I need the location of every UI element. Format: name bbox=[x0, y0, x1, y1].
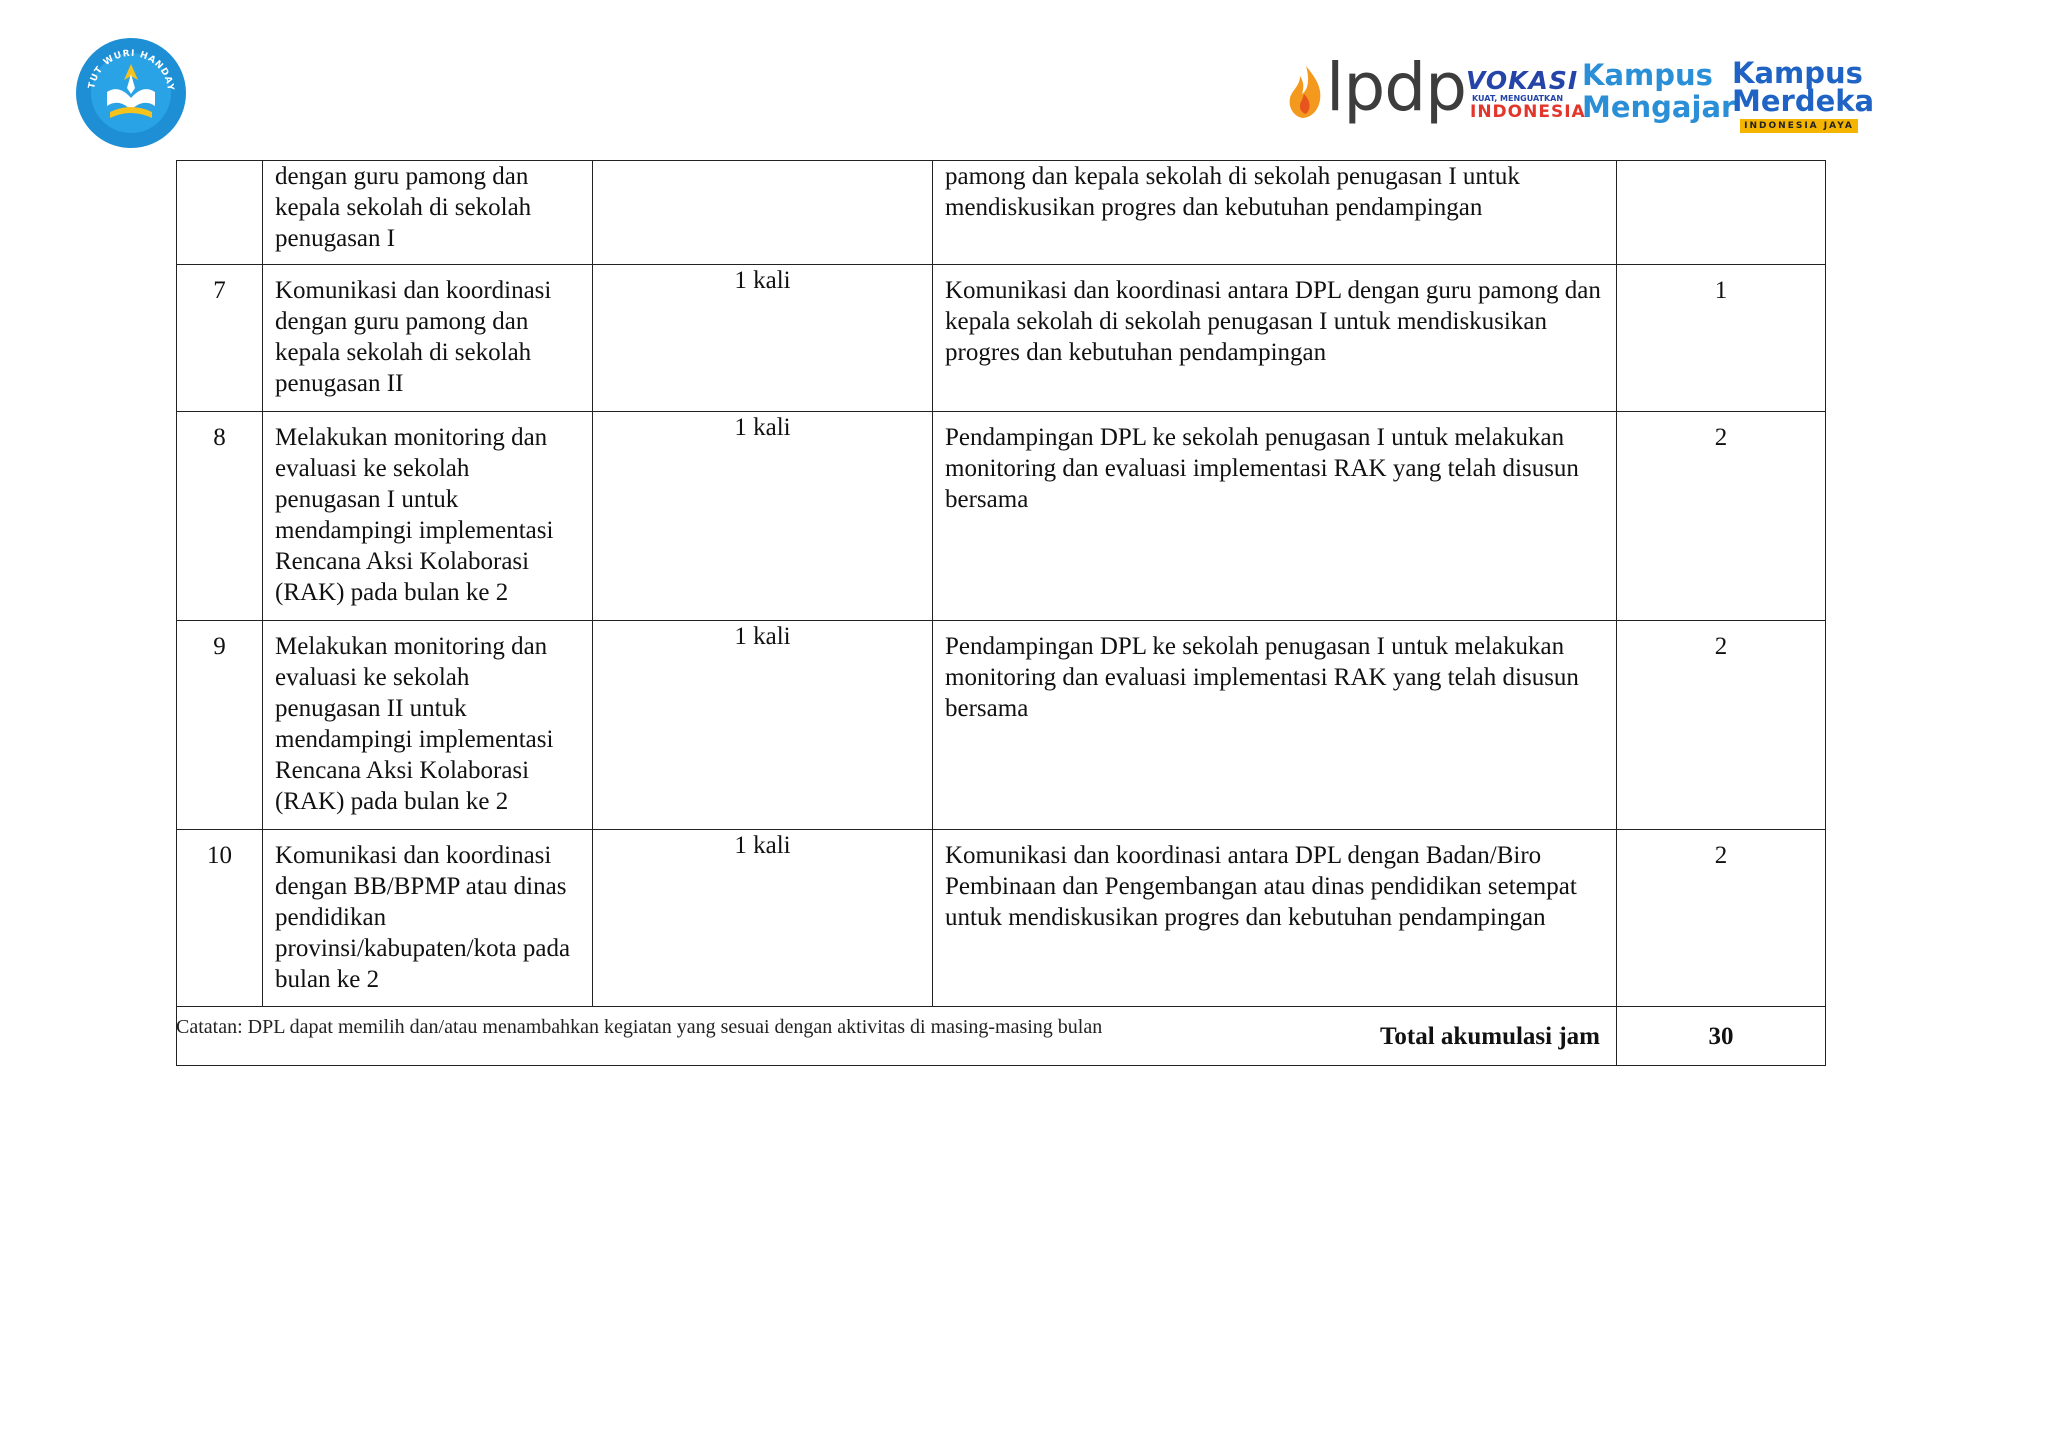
kampus-mengajar-line2: Mengajar bbox=[1582, 90, 1736, 124]
kampus-mengajar-line1: Kampus bbox=[1582, 58, 1713, 92]
logo-ring-text: TUT WURI HANDAY bbox=[87, 48, 175, 92]
row-number bbox=[177, 161, 263, 265]
tut-wuri-handayani-emblem-icon bbox=[74, 36, 188, 150]
hours-cell: 2 bbox=[1617, 412, 1826, 621]
hours-cell: 1 bbox=[1617, 265, 1826, 412]
kampus-merdeka-logo bbox=[1728, 56, 1875, 131]
kampus-merdeka-line1: Kampus bbox=[1732, 56, 1863, 90]
table-row bbox=[177, 412, 1826, 621]
kampus-mengajar-logo bbox=[1578, 56, 1736, 128]
kampus-merdeka-tagline: INDONESIA JAYA bbox=[1740, 119, 1858, 133]
activity-cell: Melakukan monitoring dan evaluasi ke sekolah penugasan I untuk mendampingi implementasi Rencana Aksi Kolaborasi (RAK) pada bulan ke 2 bbox=[263, 412, 593, 621]
lpdp-logo bbox=[1286, 49, 1467, 128]
flame-icon bbox=[1286, 64, 1326, 120]
description-cell: Pendampingan DPL ke sekolah penugasan I untuk melakukan monitoring dan evaluasi implementasi RAK yang telah disusun bersama bbox=[933, 412, 1617, 621]
table-row bbox=[177, 265, 1826, 412]
frequency-cell: 1 kali bbox=[593, 830, 933, 1007]
activity-cell: dengan guru pamong dan kepala sekolah di sekolah penugasan I bbox=[263, 161, 593, 265]
description-cell: Komunikasi dan koordinasi antara DPL dengan guru pamong dan kepala sekolah di sekolah penugasan I untuk mendiskusikan progres dan kebutuhan pendampingan bbox=[933, 265, 1617, 412]
activity-cell: Komunikasi dan koordinasi dengan guru pamong dan kepala sekolah di sekolah penugasan II bbox=[263, 265, 593, 412]
row-number: 7 bbox=[177, 265, 263, 412]
table-row bbox=[177, 621, 1826, 830]
vokasi-tagline: KUAT, MENGUATKAN bbox=[1472, 94, 1564, 103]
hours-cell: 2 bbox=[1617, 830, 1826, 1007]
frequency-cell: 1 kali bbox=[593, 265, 933, 412]
table-row bbox=[177, 161, 1826, 265]
frequency-cell: 1 kali bbox=[593, 621, 933, 830]
lpdp-wordmark: lpdp bbox=[1326, 49, 1467, 126]
row-number: 8 bbox=[177, 412, 263, 621]
tut-wuri-handayani-logo bbox=[74, 36, 188, 150]
total-value: 30 bbox=[1617, 1007, 1826, 1066]
description-cell: Komunikasi dan koordinasi antara DPL dengan Badan/Biro Pembinaan dan Pengembangan atau dinas pendidikan setempat untuk mendiskusikan progres dan kebutuhan pendampingan bbox=[933, 830, 1617, 1007]
activity-cell: Melakukan monitoring dan evaluasi ke sekolah penugasan II untuk mendampingi implementasi Rencana Aksi Kolaborasi (RAK) pada bulan ke 2 bbox=[263, 621, 593, 830]
activity-table bbox=[176, 160, 1826, 1066]
kampus-merdeka-line2: Merdeka bbox=[1732, 84, 1875, 118]
frequency-cell bbox=[593, 161, 933, 265]
vokasi-logo bbox=[1458, 56, 1586, 128]
footnote: Catatan: DPL dapat memilih dan/atau menambahkan kegiatan yang sesuai dengan aktivitas di masing-masing bulan bbox=[176, 1016, 1103, 1038]
row-number: 9 bbox=[177, 621, 263, 830]
vokasi-wordmark: VOKASI bbox=[1466, 66, 1579, 95]
row-number: 10 bbox=[177, 830, 263, 1007]
description-cell: Pendampingan DPL ke sekolah penugasan I untuk melakukan monitoring dan evaluasi implementasi RAK yang telah disusun bersama bbox=[933, 621, 1617, 830]
activity-cell: Komunikasi dan koordinasi dengan BB/BPMP atau dinas pendidikan provinsi/kabupaten/kota pada bulan ke 2 bbox=[263, 830, 593, 1007]
hours-cell bbox=[1617, 161, 1826, 265]
description-cell: pamong dan kepala sekolah di sekolah penugasan I untuk mendiskusikan progres dan kebutuhan pendampingan bbox=[933, 161, 1617, 265]
hours-cell: 2 bbox=[1617, 621, 1826, 830]
vokasi-country: INDONESIA bbox=[1470, 102, 1586, 122]
frequency-cell: 1 kali bbox=[593, 412, 933, 621]
total-label: Total akumulasi jam bbox=[177, 1007, 1617, 1066]
table-row bbox=[177, 830, 1826, 1007]
